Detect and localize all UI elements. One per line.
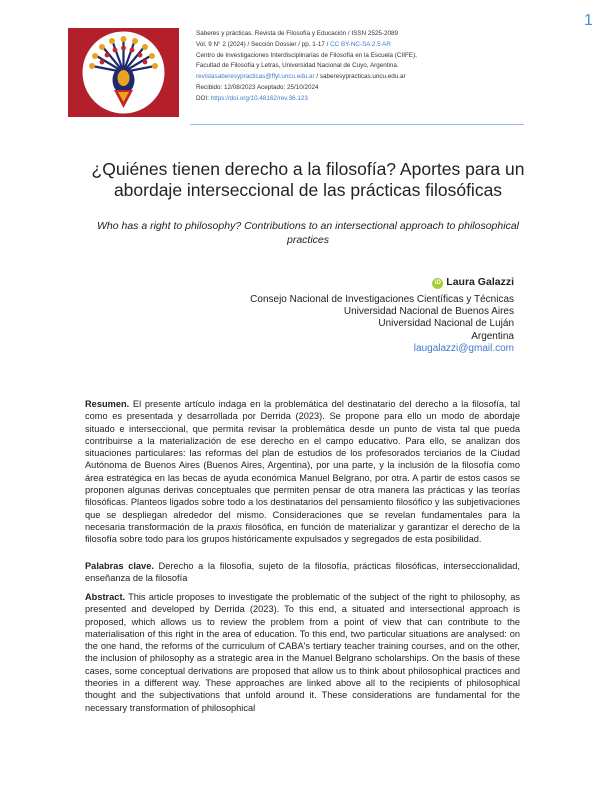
keywords-text: Derecho a la filosofía, sujeto de la filosofía, prácticas filosóficas, interseccionalidad, enseñanza de la filosofía xyxy=(85,561,520,584)
resumen-section xyxy=(85,398,520,546)
journal-header-meta xyxy=(196,29,556,105)
orcid-icon[interactable]: iD xyxy=(432,278,443,289)
author-name: Laura Galazzi xyxy=(446,276,514,288)
affiliation-item: Universidad Nacional de Buenos Aires xyxy=(343,306,514,318)
journal-emblem-icon xyxy=(68,28,179,117)
author-line xyxy=(300,276,514,289)
abstract-section xyxy=(85,591,520,714)
header-divider xyxy=(190,124,524,125)
affiliation-item: Argentina xyxy=(471,330,514,342)
keywords-label: Palabras clave. xyxy=(85,561,154,571)
doi-link[interactable]: https://doi.org/10.48162/rev.36.123 xyxy=(210,94,308,102)
resumen-text-end: filosófica, en función de materializar y garantizar el derecho de la filosofía sobre todo para los grupos históricamente expulsados y segregados de esta posibilidad. xyxy=(85,521,520,545)
abstract-text: This article proposes to investigate the problematic of the subject of the right to philosophy, as presented and developed by Derrida (2023). To this end, a situated and intersectional approach is proposed, which allows us to review the problem from a point of view that can contribute to the materialisation of this right in the area of education. To this end, two particular situations are analysed: on the one hand, the reforms of the curriculum of CABA's tertiary teacher training courses, and on the other, the inclusion of philosophy as a strategic area in the Manuel Belgrano scholarships. On the basis of these cases, some conceptual derivations are proposed that allow us to think about philosophical practices and theories in a different way. These approaches are linked above all to the recipients of philosophical thought and the subjectivations that unfold around it. These considerations are fundamental for the necessary transformation of philosophical xyxy=(85,592,520,713)
resumen-label: Resumen. xyxy=(85,399,130,409)
page-number: 1 xyxy=(584,12,593,29)
contact-line: revistasaberesypracticas@ffyl.uncu.edu.ar / saberesypracticas.uncu.edu.ar xyxy=(196,73,406,81)
article-subtitle-english: Who has a right to philosophy? Contributions to an intersectional approach to philosophical practices xyxy=(96,220,519,246)
abstract-label: Abstract. xyxy=(85,592,126,602)
author-affiliations xyxy=(220,294,514,355)
article-title: ¿Quiénes tienen derecho a la filosofía? Aportes para un abordaje interseccional de las prácticas filosóficas xyxy=(91,159,525,200)
journal-email-link[interactable]: revistasaberesypracticas@ffyl.uncu.edu.ar xyxy=(196,73,315,81)
faculty-line: Facultad de Filosofía y Letras, Universidad Nacional de Cuyo, Argentina. xyxy=(196,62,399,70)
affiliation-item: Universidad Nacional de Luján xyxy=(378,318,514,330)
doi-line: DOI: https://doi.org/10.48162/rev.36.123 xyxy=(196,94,308,102)
keywords-section xyxy=(85,560,520,585)
dates-line: Recibido: 12/08/2023 Aceptado: 25/10/2024 xyxy=(196,83,319,91)
center-line: Centro de Investigaciones Interdisciplinarias de Filosofía en la Escuela (CIIFE), xyxy=(196,51,417,59)
license-link[interactable]: CC BY-NC-SA 2.5 AR xyxy=(330,40,391,48)
journal-line: Saberes y prácticas. Revista de Filosofía y Educación / ISSN 2525-2089 xyxy=(196,30,398,37)
volume-line: Vol. 9 N° 2 (2024) / Sección Dossier / pp. 1-17 / CC BY-NC-SA 2.5 AR xyxy=(196,40,391,48)
journal-logo xyxy=(68,28,179,117)
resumen-text: El presente artículo indaga en la problemática del destinatario del derecho a la filosofía, tal como es presentada y desarrollada por Derrida (2023). Se propone para ello un modo de abordaje situado e interseccional, que permita revisar la problemática desde un punto de vista tal que pueda contribuirse a la materialización de ese derecho en el campo educativo. Para ello, se analizan dos situaciones particulares: las reformas del plan de estudios de los profesorados terciarios de la Ciudad Autónoma de Buenos Aires (Buenos Aires, Argentina), por una parte, y la inclusión de la filosofía como área estratégica en las becas de ayuda económica Manuel Belgrano, por otra. A partir de estos casos se proponen algunas derivas conceptuales que permiten pensar de otra manera las prácticas y las teorías filosóficas. Planteos ligados sobre todo a los destinatarios del pensamiento filosófico y las subjetivaciones que se despliegan alrededor del mismo. Consideraciones que se revelan fundamentales para la necesaria transformación de la xyxy=(85,399,520,532)
author-email-link[interactable]: laugalazzi@gmail.com xyxy=(413,342,514,354)
affiliation-item: Consejo Nacional de Investigaciones Científicas y Técnicas xyxy=(250,294,514,305)
resumen-italic-word: praxis xyxy=(217,521,243,532)
